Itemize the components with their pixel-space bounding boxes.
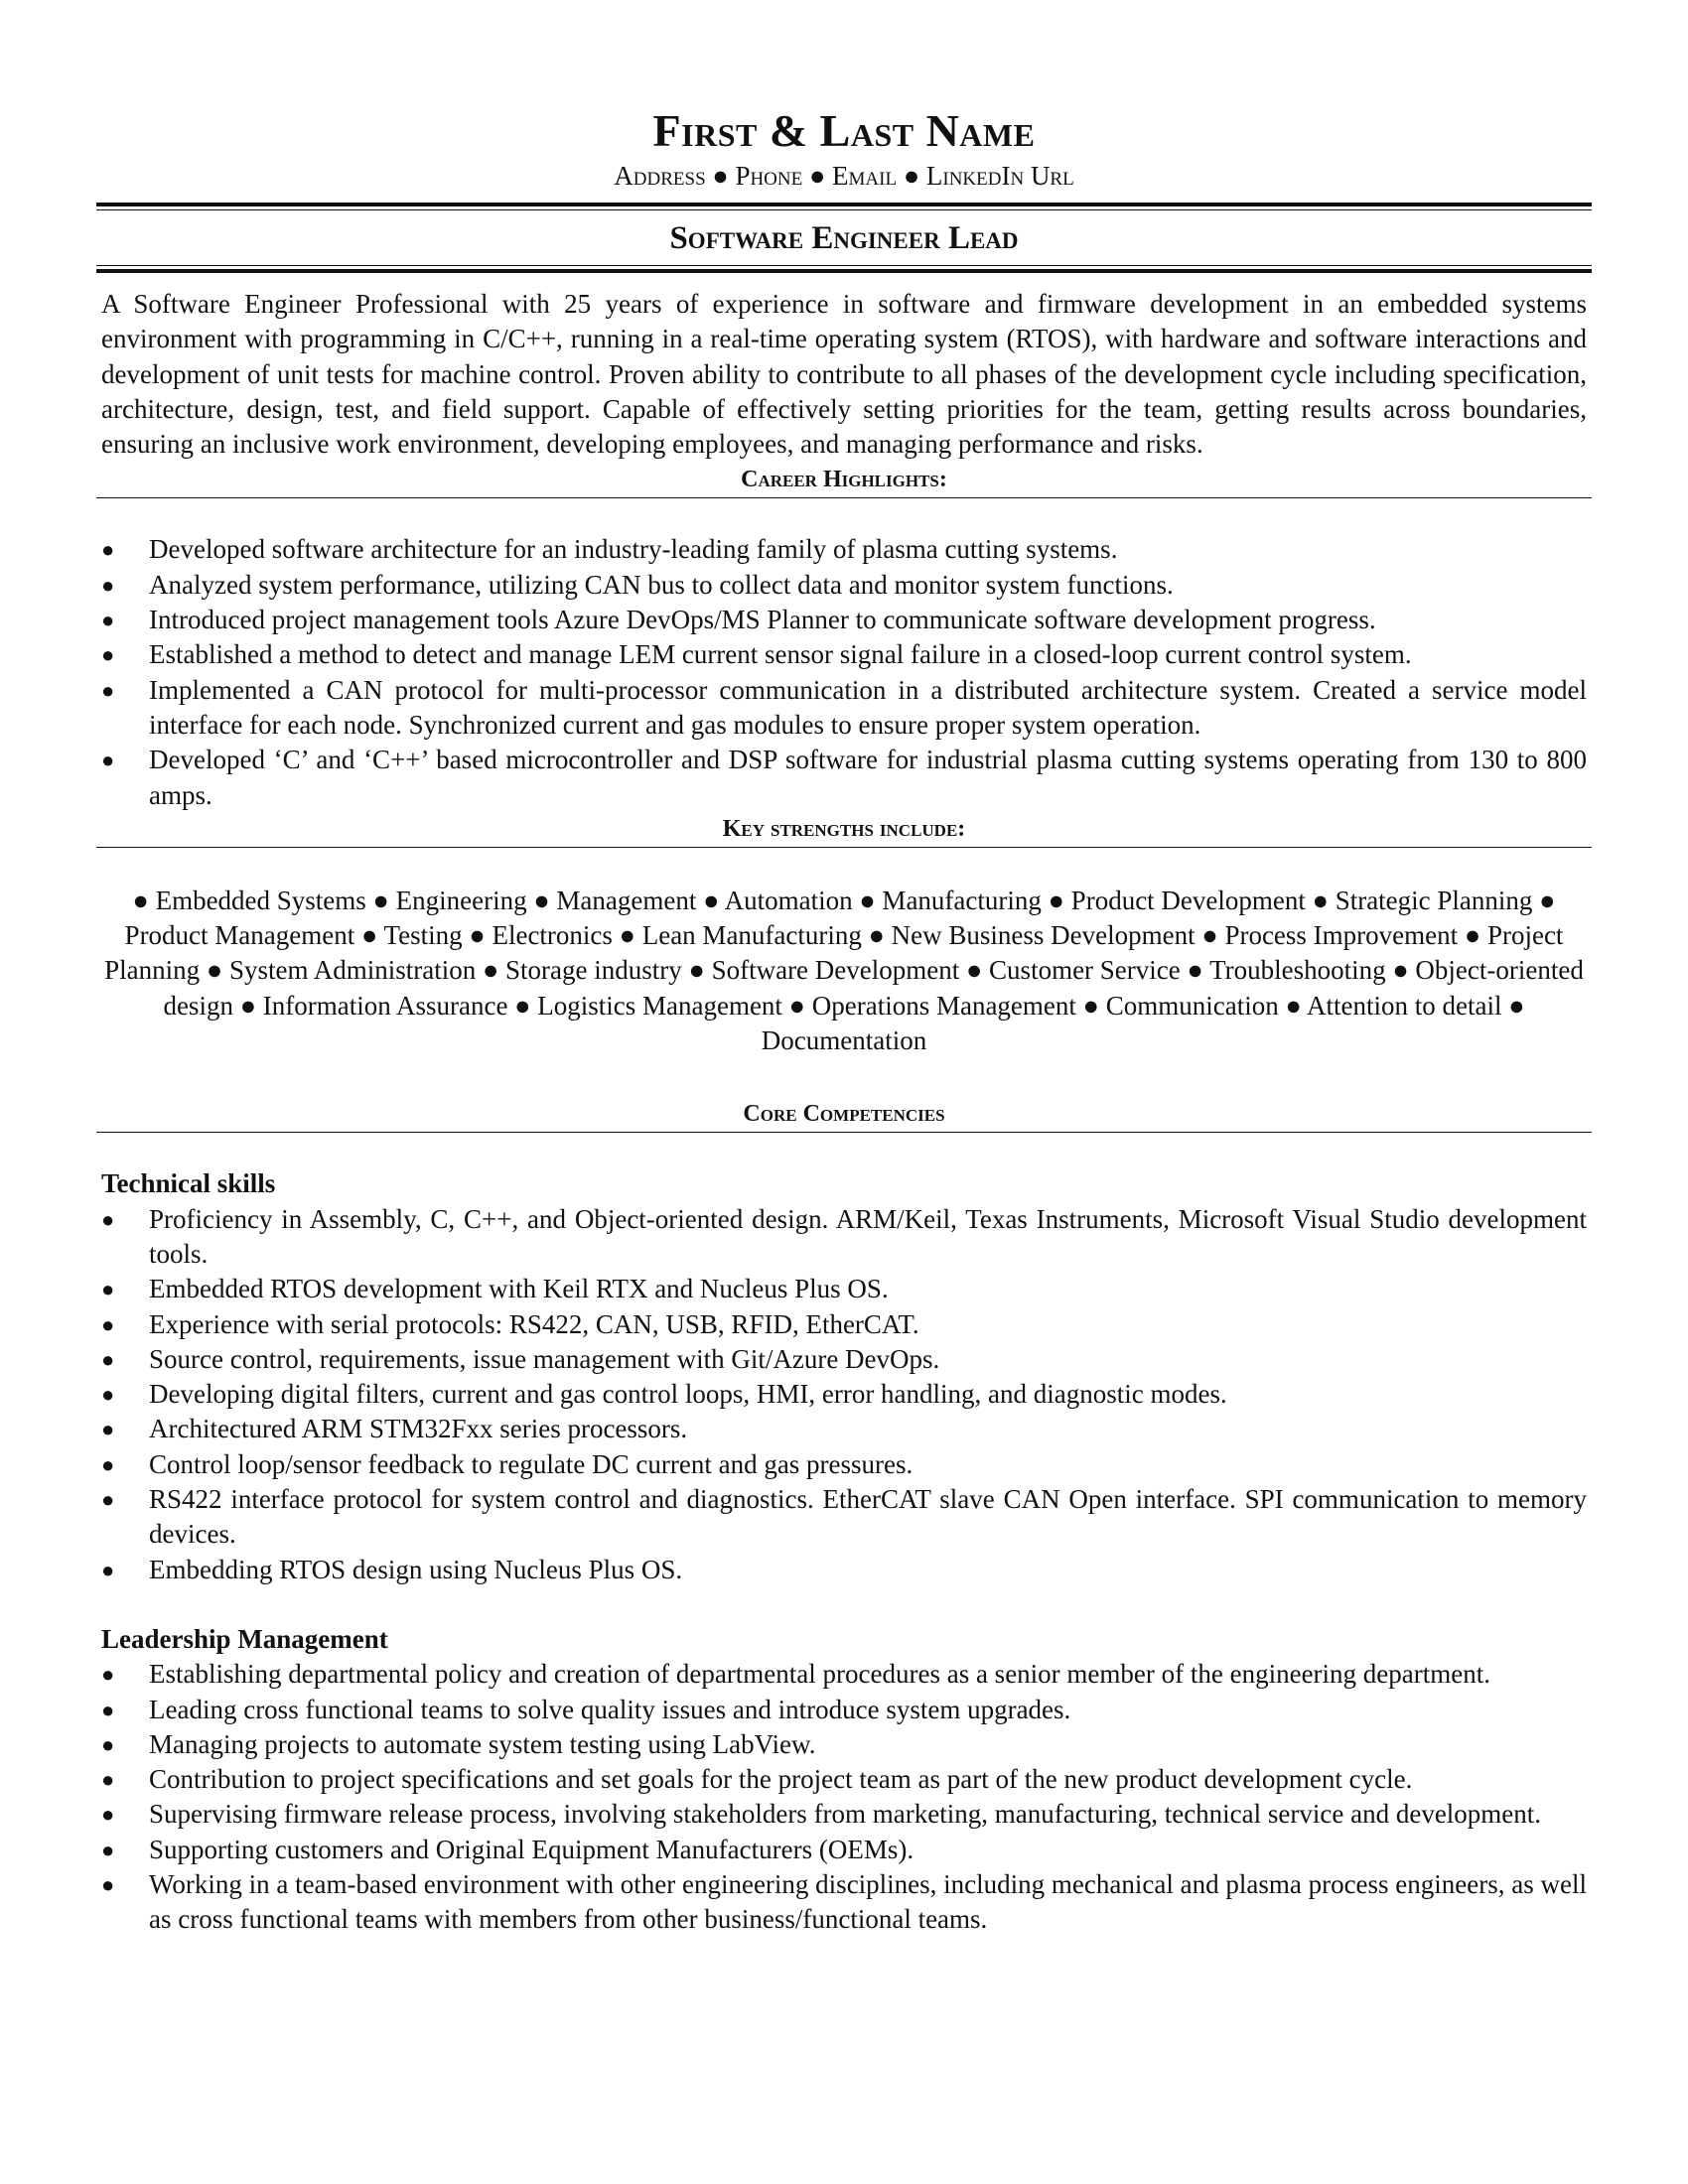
career-highlights-list <box>96 532 1592 812</box>
list-item: ● RS422 interface protocol for system control and diagnostics. EtherCAT slave CAN Open interface. SPI communication to memory devices. <box>101 1484 1587 1550</box>
bullet-icon: ● <box>101 1277 115 1302</box>
list-item: ● Analyzed system performance, utilizing CAN bus to collect data and monitor system functions. <box>96 568 1592 603</box>
list-item: ● Architectured ARM STM32Fxx series processors. <box>96 1412 1592 1446</box>
core-competencies-rule <box>96 1132 1592 1133</box>
bullet-icon: ● <box>101 642 115 668</box>
bullet-icon: ● <box>101 677 115 703</box>
bullet-icon: ● <box>101 1557 115 1582</box>
bullet-icon: ● <box>101 1346 115 1372</box>
bullet-icon: ● <box>101 1311 115 1337</box>
title-rule-thin <box>96 265 1592 266</box>
list-item: ● Working in a team-based environment with other engineering disciplines, including mechanical and plasma process engineers, as well as cross functional teams with members from other business/functional teams. <box>101 1868 1587 1935</box>
list-item: ● Experience with serial protocols: RS422, CAN, USB, RFID, EtherCAT. <box>96 1307 1592 1342</box>
list-item: ● Control loop/sensor feedback to regulate DC current and gas pressures. <box>96 1447 1592 1482</box>
bullet-icon: ● <box>101 1871 115 1897</box>
list-item: ● Contribution to project specifications and set goals for the project team as part of the new product development cycle. <box>96 1762 1592 1797</box>
list-item: ● Source control, requirements, issue management with Git/Azure DevOps. <box>96 1342 1592 1377</box>
bullet-icon: ● <box>101 1451 115 1477</box>
bullet-icon: ● <box>101 572 115 598</box>
list-item: ● Proficiency in Assembly, C, C++, and Object-oriented design. ARM/Keil, Texas Instruments, Microsoft Visual Studio development tools. <box>101 1203 1587 1269</box>
list-item: ● Implemented a CAN protocol for multi-processor communication in a distributed architecture system. Created a service model interface for each node. Synchronized current and gas modules to ensure proper system operation. <box>101 674 1587 740</box>
bullet-icon: ● <box>101 1697 115 1722</box>
list-item: ● Developing digital filters, current and gas control loops, HMI, error handling, and diagnostic modes. <box>96 1377 1592 1412</box>
career-highlights-heading: Career Highlights: <box>741 467 947 493</box>
list-item: ● Managing projects to automate system testing using LabView. <box>96 1727 1592 1762</box>
list-item: ● Leading cross functional teams to solve quality issues and introduce system upgrades. <box>96 1693 1592 1727</box>
list-item: ● Introduced project management tools Azure DevOps/MS Planner to communicate software development progress. <box>96 603 1592 637</box>
list-item: ● Developed software architecture for an industry-leading family of plasma cutting systems. <box>96 532 1592 567</box>
list-item: ● Supporting customers and Original Equipment Manufacturers (OEMs). <box>96 1833 1592 1867</box>
list-item: ● Embedding RTOS design using Nucleus Plus OS. <box>96 1553 1592 1587</box>
leadership-management-heading: Leadership Management <box>101 1623 388 1654</box>
professional-summary: A Software Engineer Professional with 25 years of experience in software and firmware development in an embedded systems environment with programming in C/C++, running in a real-time operating system (RTOS), with hardware and software interactions and development of unit tests for machine control. Proven ability to contribute to all phases of the development cycle including specification, architecture, design, test, and field support. Capable of effectively setting priorities for the team, getting results across boundaries, ensuring an inclusive work environment, developing employees, and managing performance and risks. <box>101 289 1587 460</box>
bullet-icon: ● <box>101 608 115 633</box>
career-highlights-rule <box>96 497 1592 498</box>
list-item: ● Embedded RTOS development with Keil RTX and Nucleus Plus OS. <box>96 1272 1592 1306</box>
bullet-icon: ● <box>101 1417 115 1442</box>
contact-line: Address ● Phone ● Email ● LinkedIn Url <box>614 161 1074 191</box>
job-title: Software Engineer Lead <box>669 220 1019 256</box>
list-item: ● Developed ‘C’ and ‘C++’ based microcontroller and DSP software for industrial plasma cutting systems operating from 130 to 800 amps. <box>101 745 1587 810</box>
leadership-management-list <box>96 1657 1592 1937</box>
list-item: ● Establishing departmental policy and creation of departmental procedures as a senior member of the engineering department. <box>96 1657 1592 1692</box>
candidate-name: First & Last Name <box>652 105 1036 156</box>
bullet-icon: ● <box>101 1767 115 1793</box>
bullet-icon: ● <box>101 1382 115 1408</box>
header-rule-thick <box>96 203 1592 206</box>
key-strengths-text: ● Embedded Systems ● Engineering ● Management ● Automation ● Manufacturing ● Product Development ● Strategic Planning ● Product Management ● Testing ● Electronics ● Lean Manufacturing ● New Business Development ● Process Improvement ● Project Planning ● System Administration ● Storage industry ● Software Development ● Customer Service ● Troubleshooting ● Object-oriented design ● Information Assurance ● Logistics Management ● Operations Management ● Communication ● Attention to detail ● Documentation <box>104 885 1584 1056</box>
header-rule-thin <box>96 209 1592 210</box>
title-rule-thick <box>96 269 1592 273</box>
list-item: ● Supervising firmware release process, involving stakeholders from marketing, manufacturing, technical service and development. <box>96 1797 1592 1832</box>
bullet-icon: ● <box>101 1802 115 1828</box>
key-strengths-rule <box>96 847 1592 848</box>
resume-page <box>96 0 1592 1938</box>
core-competencies-heading: Core Competencies <box>743 1101 945 1128</box>
bullet-icon: ● <box>101 1487 115 1513</box>
bullet-icon: ● <box>101 1662 115 1688</box>
bullet-icon: ● <box>101 1837 115 1862</box>
bullet-icon: ● <box>101 537 115 563</box>
key-strengths-heading: Key strengths include: <box>722 815 966 842</box>
technical-skills-heading: Technical skills <box>101 1168 276 1199</box>
bullet-icon: ● <box>101 748 115 773</box>
bullet-icon: ● <box>101 1206 115 1232</box>
bullet-icon: ● <box>101 1731 115 1757</box>
technical-skills-list <box>96 1202 1592 1587</box>
list-item: ● Established a method to detect and manage LEM current sensor signal failure in a closed-loop current control system. <box>96 637 1592 672</box>
